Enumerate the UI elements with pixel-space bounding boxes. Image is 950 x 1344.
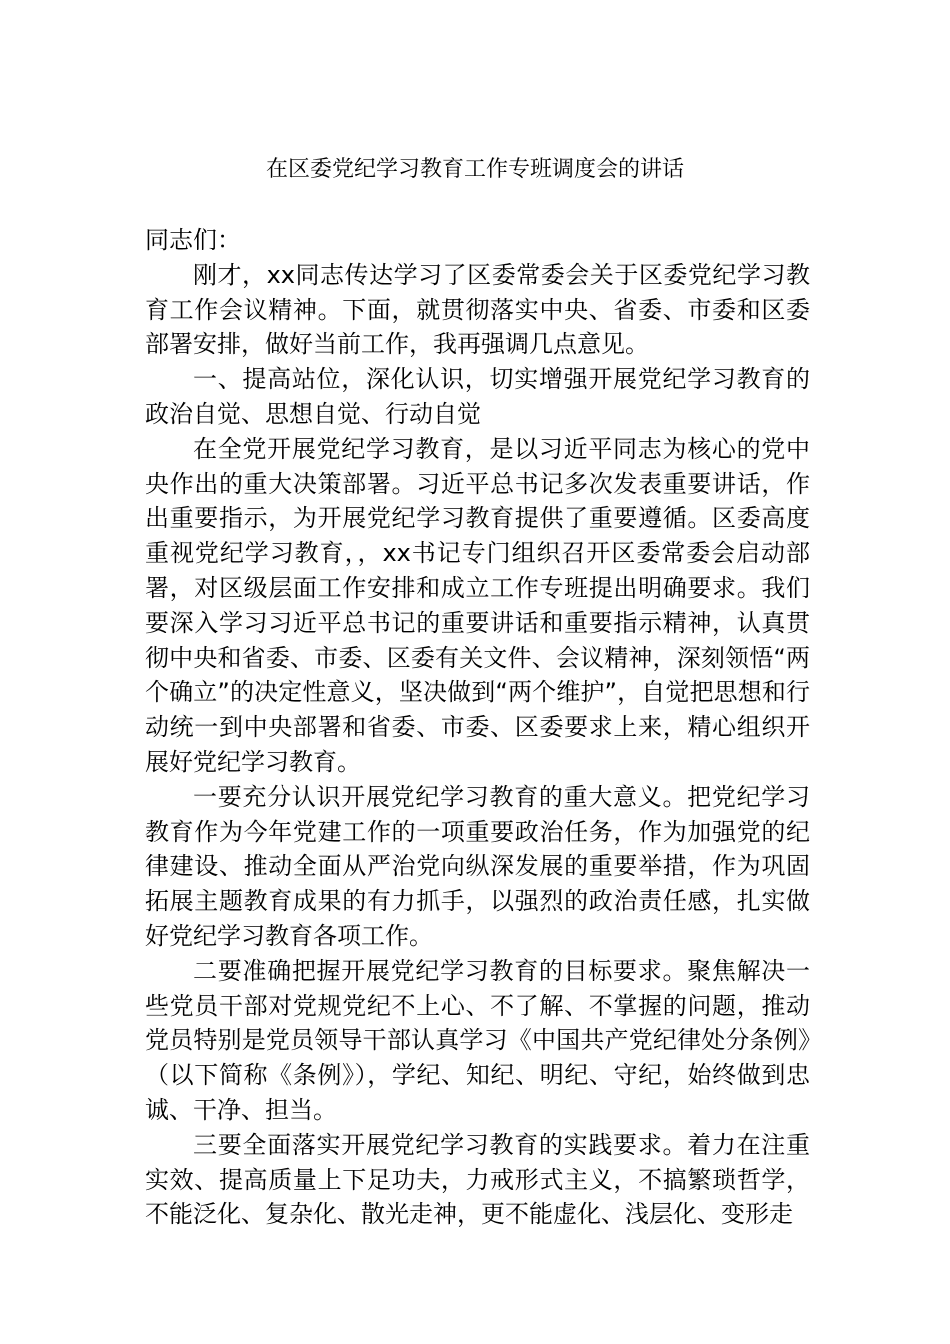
section-heading-1: 一、提高站位，深化认识，切实增强开展党纪学习教育的政治自觉、思想自觉、行动自觉 (145, 365, 810, 428)
paragraph-point-1: 一要充分认识开展党纪学习教育的重大意义。把党纪学习教育作为今年党建工作的一项重要政治任务，作为加强党的纪律建设、推动全面从严治党向纵深发展的重要举措，作为巩固拓展主题教育成果的有力抓手，以强烈的政治责任感，扎实做好党纪学习教育各项工作。 (145, 782, 810, 950)
paragraph-section-1: 在全党开展党纪学习教育，是以习近平同志为核心的党中央作出的重大决策部署。习近平总书记多次发表重要讲话，作出重要指示，为开展党纪学习教育提供了重要遵循。区委高度重视党纪学习教育，，xx书记专门组织召开区委常委会启动部署，对区级层面工作安排和成立工作专班提出明确要求。我们要深入学习习近平总书记的重要讲话和重要指示精神，认真贯彻中央和省委、市委、区委有关文件、会议精神，深刻领悟“两个确立”的决定性意义，坚决做到“两个维护”，自觉把思想和行动统一到中央部署和省委、市委、区委要求上来，精心组织开展好党纪学习教育。 (145, 434, 810, 776)
salutation: 同志们： (145, 226, 241, 254)
document-body (145, 223, 810, 1232)
document-title: 在区委党纪学习教育工作专班调度会的讲话 (265, 157, 684, 182)
paragraph-point-3: 三要全面落实开展党纪学习教育的实践要求。着力在注重实效、提高质量上下足功夫，力戒形式主义，不搞繁琐哲学，不能泛化、复杂化、散光走神，更不能虚化、浅层化、变形走 (145, 1130, 810, 1229)
paragraph-point-2: 二要准确把握开展党纪学习教育的目标要求。聚焦解决一些党员干部对党规党纪不上心、不了解、不掌握的问题，推动党员特别是党员领导干部认真学习《中国共产党纪律处分条例》（以下简称《条例》），学纪、知纪、明纪、守纪，始终做到忠诚、干净、担当。 (145, 956, 810, 1124)
paragraph-intro: 刚才，xx同志传达学习了区委常委会关于区委党纪学习教育工作会议精神。下面，就贯彻落实中央、省委、市委和区委部署安排，做好当前工作，我再强调几点意见。 (145, 260, 810, 359)
